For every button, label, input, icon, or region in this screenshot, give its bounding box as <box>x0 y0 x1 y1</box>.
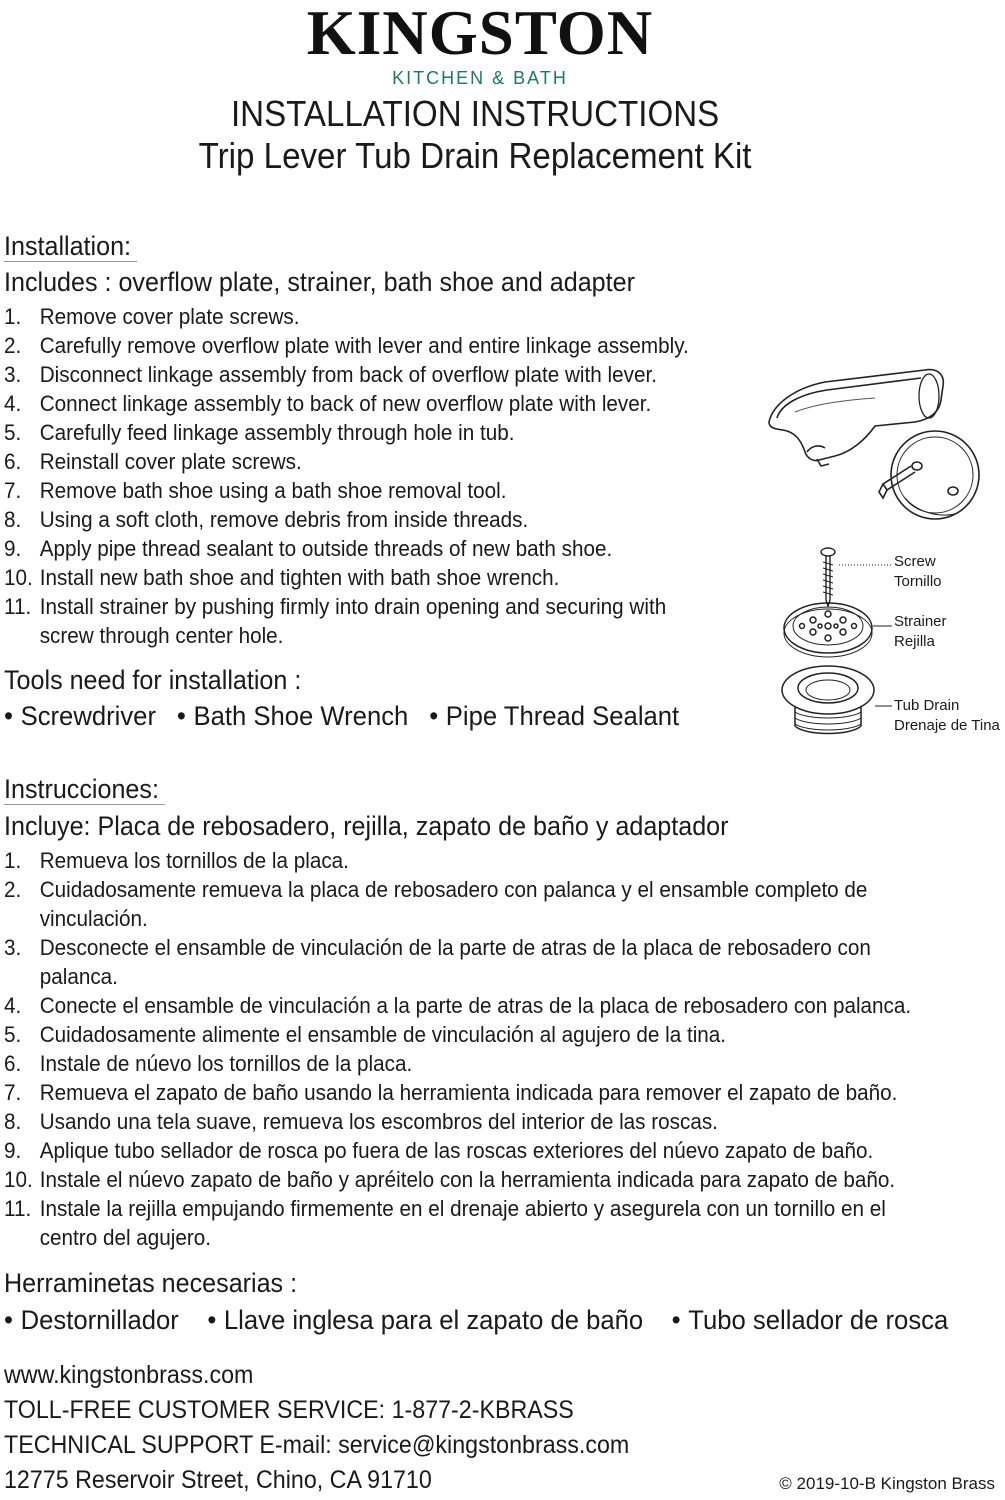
step-text: Install new bath shoe and tighten with bath shoe wrench. <box>39 565 560 590</box>
step-item <box>4 933 911 991</box>
step-number: 5. <box>4 1022 22 1047</box>
part-label-strainer <box>894 612 947 652</box>
step-text: Install strainer by pushing firmly into drain opening and securing with <box>39 594 667 619</box>
tub-spout-illustration <box>769 370 943 466</box>
step-number: 10. <box>4 1167 33 1192</box>
tech-support-text: TECHNICAL SUPPORT E-mail: service@kingstonbrass.com <box>4 1431 630 1459</box>
part-name-es: Tornillo <box>894 573 942 590</box>
step-number: 8. <box>4 1109 22 1134</box>
step-text: Cuidadosamente remueva la placa de rebosadero con palanca y el ensamble completo de <box>39 877 868 902</box>
step-text: Remueva el zapato de baño usando la herramienta indicada para remover el zapato de baño. <box>39 1080 898 1105</box>
herramientas-list <box>4 1305 948 1335</box>
step-item <box>4 1020 911 1049</box>
step-item <box>4 991 911 1020</box>
part-name: Strainer <box>894 613 947 630</box>
installation-heading: Installation: <box>4 231 137 262</box>
part-name: Screw <box>894 553 936 570</box>
step-text: Remove cover plate screws. <box>39 304 300 329</box>
step-text: Instale la rejilla empujando firmemente en el drenaje abierto y asegurela con un tornillo en el <box>39 1196 886 1221</box>
tool-item: • Llave inglesa para el zapato de baño <box>207 1305 643 1335</box>
step-number: 7. <box>4 478 22 503</box>
instrucciones-heading: Instrucciones: <box>4 774 164 805</box>
installation-steps <box>4 302 689 650</box>
step-text: Carefully remove overflow plate with lever and entire linkage assembly. <box>39 333 689 358</box>
step-item <box>4 476 689 505</box>
step-number: 2. <box>4 333 22 358</box>
step-text: Desconecte el ensamble de vinculación de la parte de atras de la placa de rebosadero con <box>39 935 871 960</box>
step-item <box>4 1107 911 1136</box>
step-item <box>4 1165 911 1194</box>
step-number: 7. <box>4 1080 22 1105</box>
step-number: 6. <box>4 1051 22 1076</box>
step-number: 4. <box>4 391 22 416</box>
copyright-text: © 2019-10-B Kingston Brass <box>779 1474 995 1493</box>
step-item <box>4 1136 911 1165</box>
step-item <box>4 302 689 331</box>
step-item <box>4 1194 911 1252</box>
tool-item: • Destornillador <box>4 1305 179 1335</box>
step-number: 6. <box>4 449 22 474</box>
tools-heading: Tools need for installation : <box>4 665 302 695</box>
part-name: Tub Drain <box>894 697 960 714</box>
step-text: Usando una tela suave, remueva los escombros del interior de las roscas. <box>39 1109 718 1134</box>
step-number: 10. <box>4 565 33 590</box>
step-text: Using a soft cloth, remove debris from inside threads. <box>39 507 529 532</box>
step-number: 1. <box>4 304 22 329</box>
tub-drain-illustration <box>782 666 892 734</box>
brand-logo: KINGSTON <box>306 0 654 68</box>
step-text: Remueva los tornillos de la placa. <box>39 848 349 873</box>
step-number: 2. <box>4 877 22 902</box>
brand-tagline: KITCHEN & BATH <box>392 68 568 88</box>
tools-list <box>4 701 679 731</box>
step-number: 5. <box>4 420 22 445</box>
tool-item: • Bath Shoe Wrench <box>177 701 408 731</box>
step-item <box>4 534 689 563</box>
overflow-plate-illustration <box>879 431 979 519</box>
step-number: 8. <box>4 507 22 532</box>
customer-service-text: TOLL-FREE CUSTOMER SERVICE: 1-877-2-KBRASS <box>4 1396 574 1424</box>
step-number: 3. <box>4 935 22 960</box>
step-text: Cuidadosamente alimente el ensamble de vinculación al agujero de la tina. <box>39 1022 727 1047</box>
step-text: Instale el núevo zapato de baño y apréitelo con la herramienta indicada para zapato de baño. <box>39 1167 896 1192</box>
step-number: 4. <box>4 993 22 1018</box>
incluye-text: Incluye: Placa de rebosadero, rejilla, zapato de baño y adaptador <box>4 811 729 841</box>
part-label-tub-drain <box>894 696 1000 736</box>
step-text: Aplique tubo sellador de rosca po fuera de las roscas exteriores del núevo zapato de baño. <box>39 1138 874 1163</box>
step-item <box>4 505 689 534</box>
step-text: Remove bath shoe using a bath shoe removal tool. <box>39 478 507 503</box>
step-text: vinculación. <box>39 906 148 931</box>
instrucciones-steps <box>4 846 911 1252</box>
step-text: Disconnect linkage assembly from back of overflow plate with lever. <box>39 362 657 387</box>
step-item <box>4 875 911 933</box>
step-text: Carefully feed linkage assembly through hole in tub. <box>39 420 515 445</box>
step-number: 1. <box>4 848 22 873</box>
includes-text: Includes : overflow plate, strainer, bath shoe and adapter <box>4 267 635 297</box>
step-number: 11. <box>4 594 32 619</box>
step-text: Conecte el ensamble de vinculación a la parte de atras de la placa de rebosadero con palanca. <box>39 993 912 1018</box>
step-text: Connect linkage assembly to back of new overflow plate with lever. <box>39 391 652 416</box>
strainer-illustration <box>784 603 892 657</box>
step-text: Instale de núevo los tornillos de la placa. <box>39 1051 413 1076</box>
step-item <box>4 389 689 418</box>
document-subtitle: Trip Lever Tub Drain Replacement Kit <box>198 135 752 176</box>
step-text: centro del agujero. <box>39 1225 212 1250</box>
step-text: palanca. <box>39 964 118 989</box>
step-number: 9. <box>4 536 22 561</box>
document-title: INSTALLATION INSTRUCTIONS <box>230 93 720 134</box>
step-item <box>4 331 689 360</box>
tool-item: • Tubo sellador de rosca <box>672 1305 949 1335</box>
step-item <box>4 563 689 592</box>
address-text: 12775 Reservoir Street, Chino, CA 91710 <box>4 1466 432 1494</box>
step-number: 11. <box>4 1196 32 1221</box>
step-item <box>4 592 689 650</box>
website-link[interactable]: www.kingstonbrass.com <box>4 1361 254 1389</box>
tool-item: • Screwdriver <box>4 701 156 731</box>
step-item <box>4 360 689 389</box>
step-item <box>4 846 911 875</box>
step-text: Reinstall cover plate screws. <box>39 449 302 474</box>
tool-item: • Pipe Thread Sealant <box>429 701 679 731</box>
step-text: Apply pipe thread sealant to outside threads of new bath shoe. <box>39 536 613 561</box>
parts-illustration <box>755 360 1005 750</box>
step-text: screw through center hole. <box>39 623 284 648</box>
screw-illustration <box>821 548 892 606</box>
part-label-screw <box>894 552 942 592</box>
parts-diagram <box>755 360 1005 750</box>
step-number: 9. <box>4 1138 22 1163</box>
part-name-es: Rejilla <box>894 633 935 650</box>
herramientas-heading: Herraminetas necesarias : <box>4 1268 298 1298</box>
step-item <box>4 447 689 476</box>
step-item <box>4 1078 911 1107</box>
part-name-es: Drenaje de Tina <box>894 717 1000 734</box>
step-item <box>4 418 689 447</box>
step-number: 3. <box>4 362 22 387</box>
step-item <box>4 1049 911 1078</box>
